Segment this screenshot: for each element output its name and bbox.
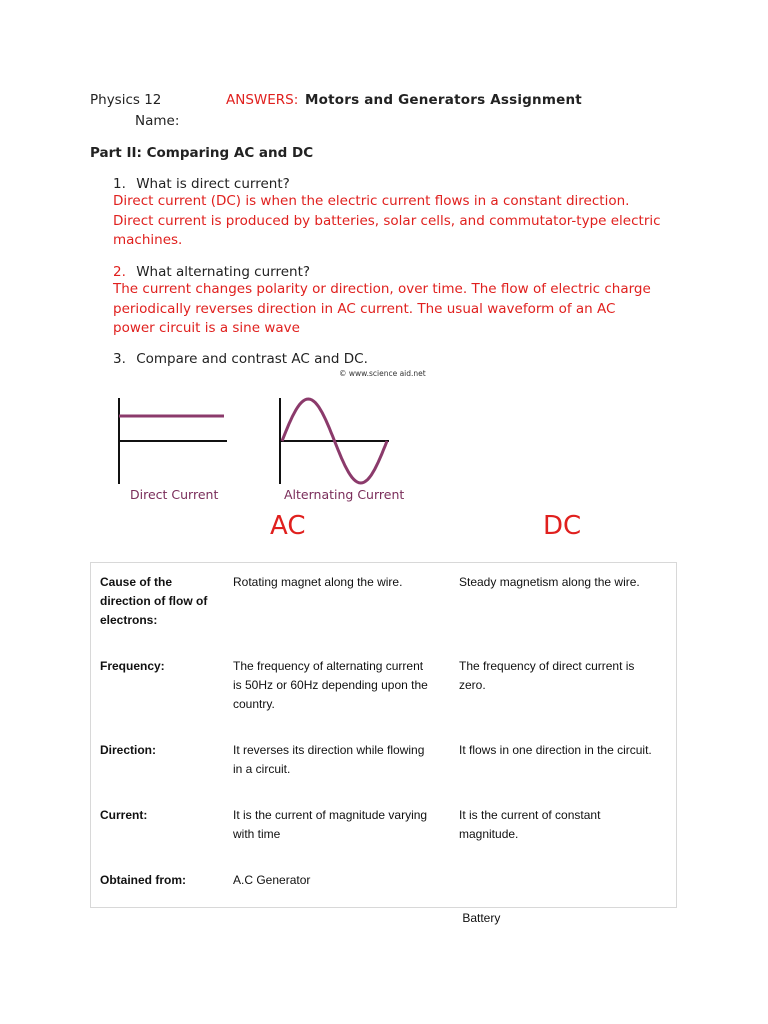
ac-cell-line: The frequency of alternating current	[233, 659, 424, 673]
dc-cell-line: The frequency of direct current is	[459, 659, 635, 673]
question-2	[113, 264, 310, 280]
row-direction-dc	[459, 741, 652, 760]
row-current-label	[100, 806, 147, 825]
comparison-table	[90, 562, 677, 925]
answer-2-line: periodically reverses direction in AC current. The usual waveform of an AC	[113, 300, 616, 317]
dc-cell-line: Steady magnetism along the wire.	[459, 575, 640, 589]
ac-column-label: AC	[270, 511, 306, 541]
assignment-title: Motors and Generators Assignment	[305, 92, 582, 108]
ac-cell-line: is 50Hz or 60Hz depending upon the	[233, 678, 428, 692]
row-label-line: direction of flow of	[100, 594, 208, 608]
row-label-line: Cause of the	[100, 575, 173, 589]
waveform-diagram	[95, 362, 455, 510]
ac-cell-line: It reverses its direction while flowing	[233, 743, 425, 757]
dc-cell-line: magnitude.	[459, 827, 519, 841]
dc-column-label: DC	[543, 511, 582, 541]
row-label-line: electrons:	[100, 613, 158, 627]
ac-cell-line: Rotating magnet along the wire.	[233, 575, 403, 589]
figure-credit: © www.science aid.net	[339, 369, 426, 378]
section-title: Part II: Comparing AC and DC	[90, 145, 314, 161]
row-frequency-label	[100, 657, 165, 676]
row-frequency-ac	[233, 657, 428, 714]
answer-2	[113, 280, 651, 339]
answer-2-line: The current changes polarity or direction, over time. The flow of electric charge	[113, 281, 651, 297]
answer-1	[113, 192, 661, 251]
row-cause-ac	[233, 573, 402, 592]
question-2-text: What alternating current?	[136, 264, 311, 280]
dc-cell-line: It is the current of constant	[459, 808, 601, 822]
question-1	[113, 176, 290, 192]
answer-1-line: Direct current (DC) is when the electric current flows in a constant direction.	[113, 193, 630, 209]
row-obtained-dc	[459, 871, 500, 966]
dc-cell-line: Battery	[459, 911, 501, 925]
dc-caption: Direct Current	[130, 487, 219, 502]
answers-label: ANSWERS:	[226, 92, 299, 108]
ac-cell-line: A.C Generator	[233, 873, 311, 887]
row-direction-ac	[233, 741, 424, 779]
row-direction-label	[100, 741, 156, 760]
row-frequency-dc	[459, 657, 634, 695]
row-obtained-label	[100, 871, 186, 890]
row-obtained-ac	[233, 871, 310, 890]
ac-cell-line: country.	[233, 697, 275, 711]
ac-cell-line: with time	[233, 827, 281, 841]
question-3-text: Compare and contrast AC and DC.	[136, 351, 368, 367]
dc-cell-line: It flows in one direction in the circuit.	[459, 743, 652, 757]
question-2-number: 2.	[113, 264, 126, 280]
dc-cell-line: zero.	[459, 678, 486, 692]
row-label-line: Direction:	[100, 743, 157, 757]
row-current-dc	[459, 806, 600, 844]
row-label-line: Frequency:	[100, 659, 165, 673]
answer-1-line: Direct current is produced by batteries, solar cells, and commutator-type electric	[113, 212, 661, 229]
question-1-text: What is direct current?	[136, 176, 290, 192]
course-label: Physics 12	[90, 92, 162, 108]
ac-cell-line: It is the current of magnitude varying	[233, 808, 428, 822]
question-1-number: 1.	[113, 176, 126, 192]
question-3-number: 3.	[113, 351, 126, 367]
answer-2-line: power circuit is a sine wave	[113, 320, 300, 336]
answer-1-line: machines.	[113, 232, 183, 248]
ac-caption: Alternating Current	[284, 487, 405, 502]
row-cause-label	[100, 573, 207, 630]
name-label: Name:	[135, 113, 180, 129]
ac-cell-line: in a circuit.	[233, 762, 291, 776]
row-cause-dc	[459, 573, 640, 592]
row-current-ac	[233, 806, 427, 844]
row-label-line: Current:	[100, 808, 148, 822]
row-label-line: Obtained from:	[100, 873, 186, 887]
ac-dc-waveform-figure	[95, 362, 455, 510]
